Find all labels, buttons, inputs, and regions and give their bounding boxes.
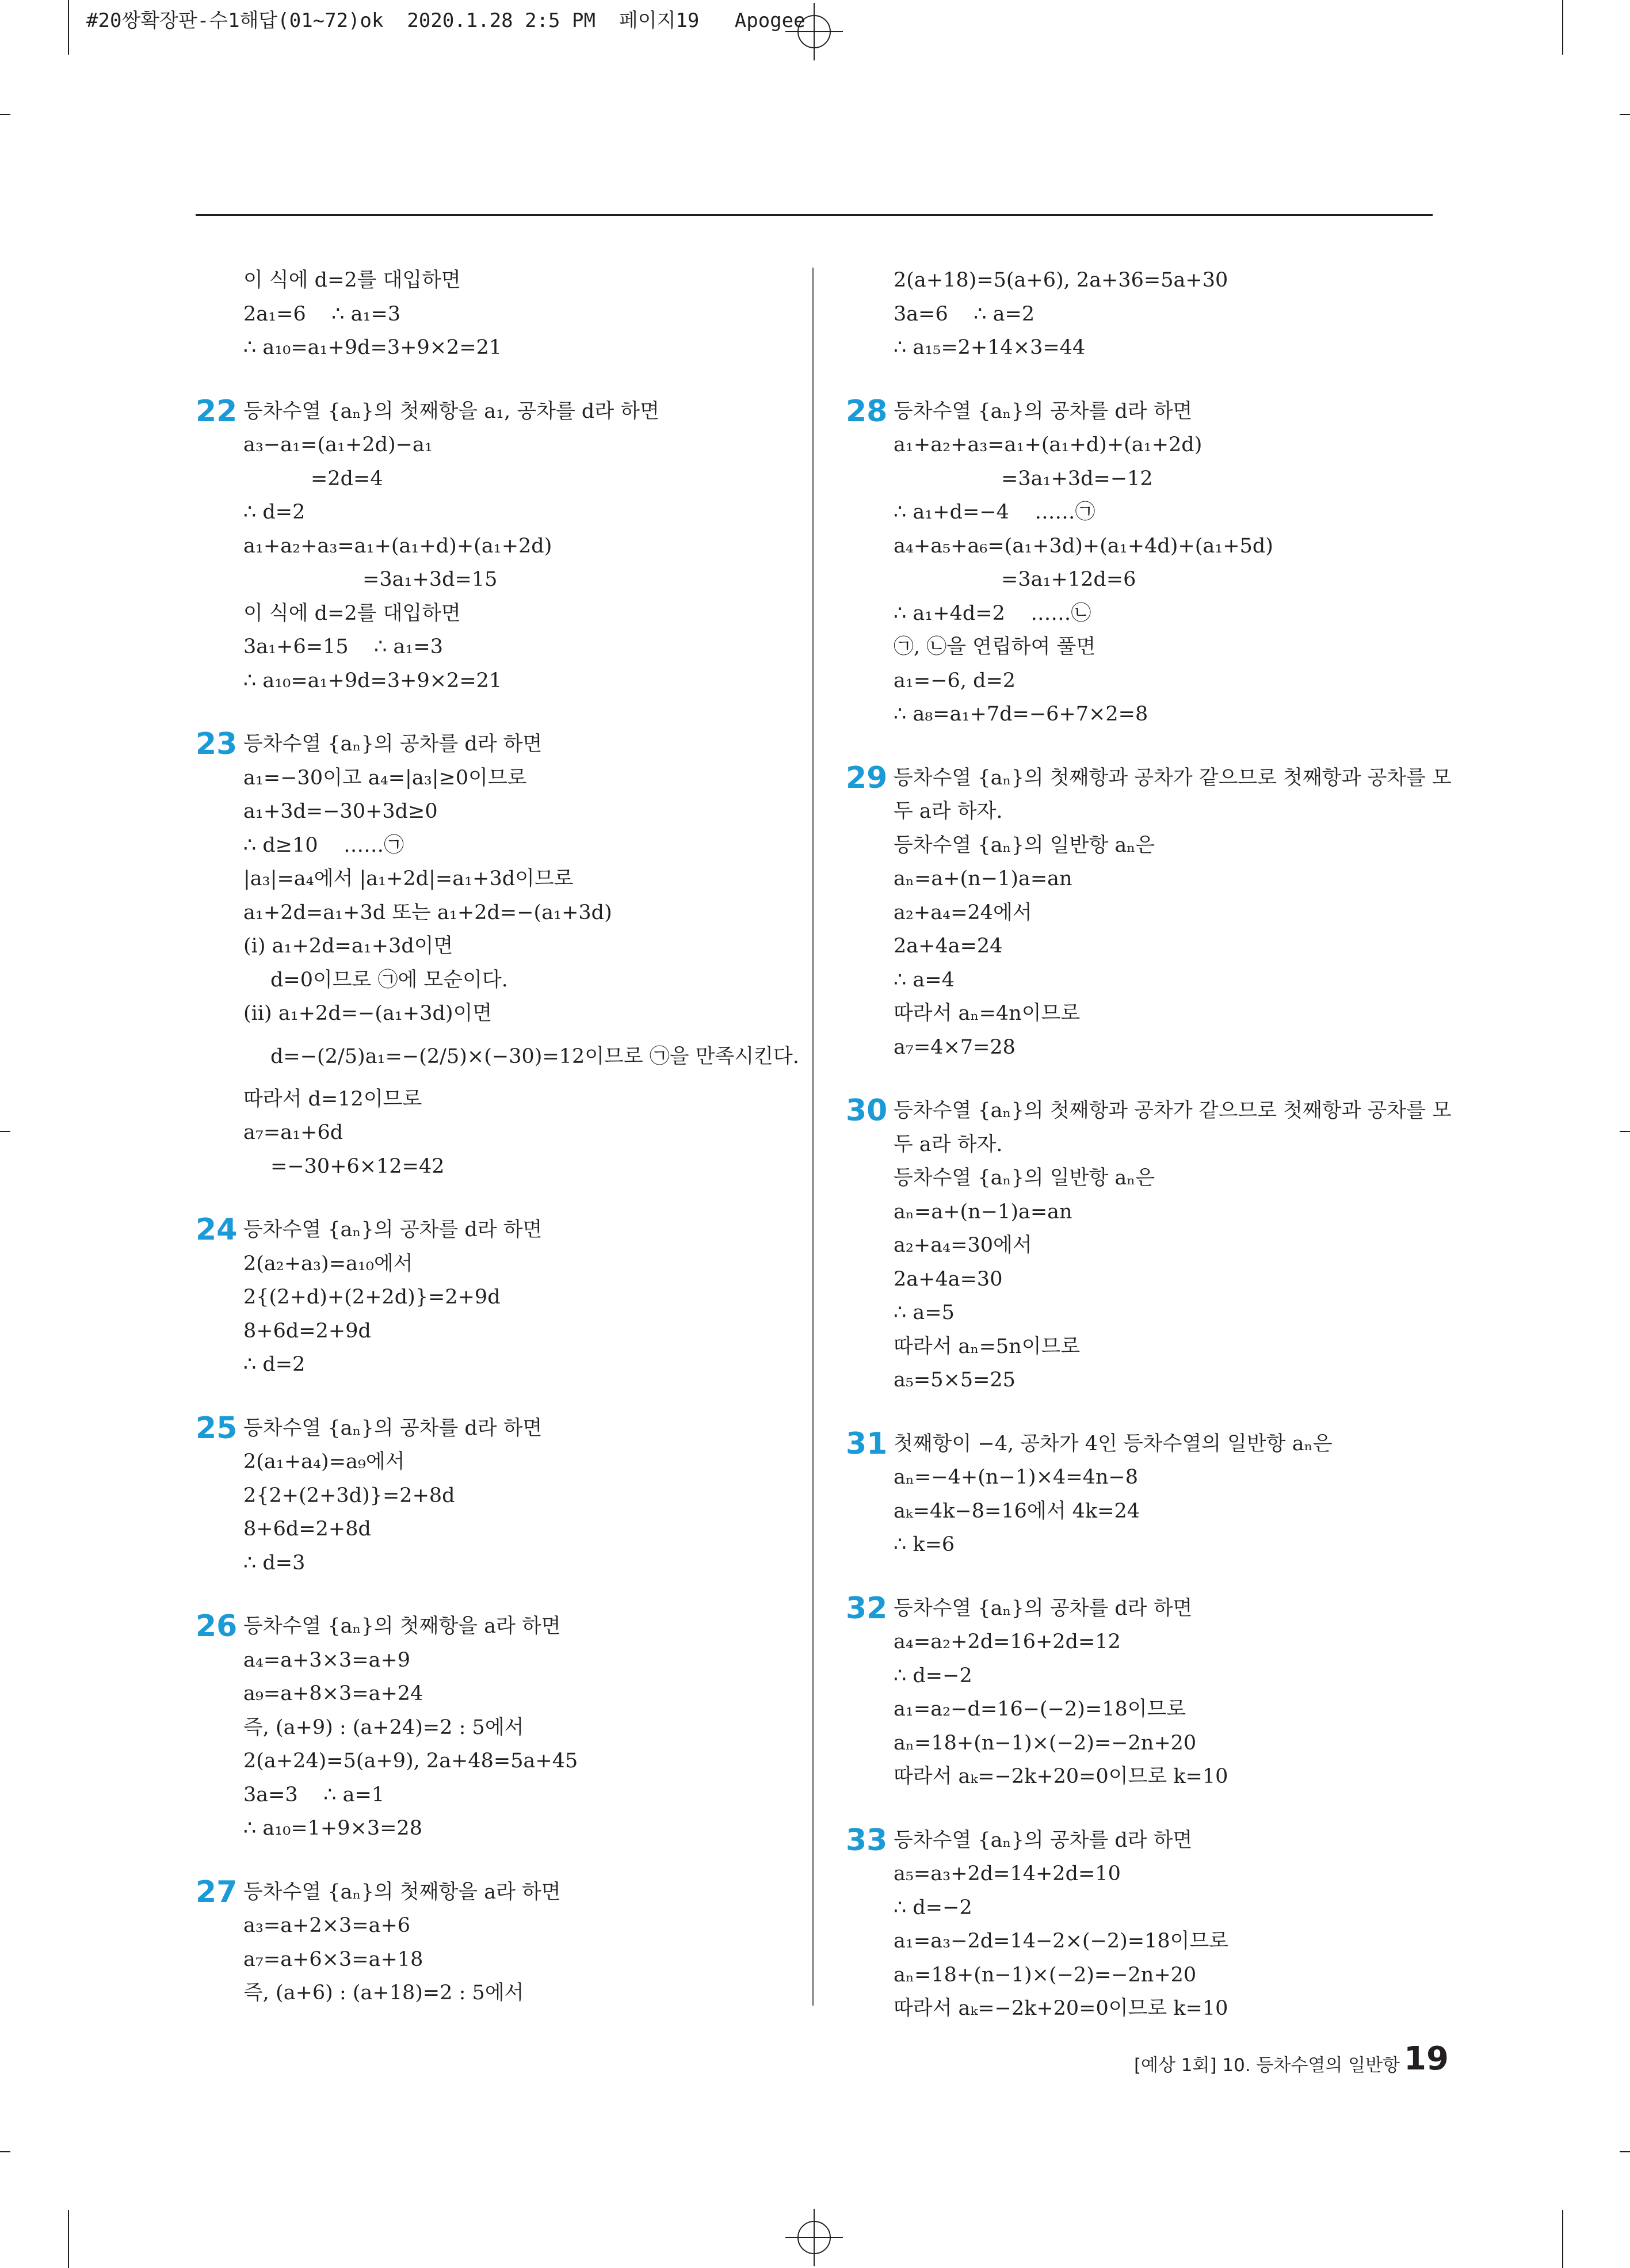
solution-line: 2(a₂+a₃)=a₁₀에서 bbox=[243, 1252, 413, 1275]
solution-line: 등차수열 {aₙ}의 첫째항과 공차가 같으므로 첫째항과 공차를 모 bbox=[894, 1099, 1452, 1122]
solution-line: =3a₁+3d=15 bbox=[362, 568, 498, 591]
crop-mark bbox=[0, 1131, 10, 1132]
crop-mark bbox=[1562, 2210, 1563, 2268]
solution-line: 3a=6 ∴ a=2 bbox=[894, 302, 1035, 326]
solution-line: aₙ=a+(n−1)a=an bbox=[894, 1200, 1072, 1223]
problem-number: 32 bbox=[846, 1591, 888, 1626]
solution-line: 즉, (a+9) : (a+24)=2 : 5에서 bbox=[243, 1716, 524, 1739]
problem-30 bbox=[846, 1094, 1467, 1397]
problem-31 bbox=[846, 1427, 1467, 1562]
solution-line: aₙ=18+(n−1)×(−2)=−2n+20 bbox=[894, 1731, 1197, 1755]
solution-line: 8+6d=2+9d bbox=[243, 1319, 371, 1343]
solution-line: ㉠, ㉡을 연립하여 풀면 bbox=[894, 635, 1096, 658]
solution-line: 따라서 d=12이므로 bbox=[243, 1087, 422, 1111]
solution-line: ∴ a₁₀=a₁+9d=3+9×2=21 bbox=[243, 669, 502, 692]
solution-line: =3a₁+12d=6 bbox=[1001, 568, 1136, 591]
solution-line: 이 식에 d=2를 대입하면 bbox=[243, 269, 461, 292]
solution-line: a₁+3d=−30+3d≥0 bbox=[243, 800, 438, 823]
solution-line: a₁+a₂+a₃=a₁+(a₁+d)+(a₁+2d) bbox=[243, 534, 552, 558]
problem-27 bbox=[196, 1876, 817, 2010]
solution-line: (ⅰ) a₁+2d=a₁+3d이면 bbox=[243, 935, 453, 958]
solution-line: a₂+a₄=30에서 bbox=[894, 1234, 1032, 1257]
crop-mark bbox=[1620, 114, 1630, 115]
solution-line: 등차수열 {aₙ}의 일반항 aₙ은 bbox=[894, 833, 1155, 857]
crop-mark bbox=[1620, 1131, 1630, 1132]
header-rule bbox=[196, 214, 1433, 216]
solution-line: ∴ d=2 bbox=[243, 501, 306, 524]
solution-line: 등차수열 {aₙ}의 공차를 d라 하면 bbox=[243, 1416, 543, 1440]
solution-line: a₄+a₅+a₆=(a₁+3d)+(a₁+4d)+(a₁+5d) bbox=[894, 534, 1273, 558]
registration-mark-icon bbox=[785, 2209, 843, 2266]
solution-line: 등차수열 {aₙ}의 공차를 d라 하면 bbox=[894, 399, 1193, 423]
crop-mark bbox=[0, 114, 10, 115]
solution-line: 8+6d=2+8d bbox=[243, 1518, 371, 1541]
solution-line: 등차수열 {aₙ}의 첫째항을 a라 하면 bbox=[243, 1615, 561, 1638]
problem-number: 29 bbox=[846, 760, 888, 795]
solution-line: 따라서 aₙ=5n이므로 bbox=[894, 1335, 1081, 1358]
solution-line: 등차수열 {aₙ}의 일반항 aₙ은 bbox=[894, 1167, 1155, 1190]
solution-line: 등차수열 {aₙ}의 첫째항을 a라 하면 bbox=[243, 1880, 561, 1904]
solution-line: aₙ=18+(n−1)×(−2)=−2n+20 bbox=[894, 1963, 1197, 1987]
problem-number: 28 bbox=[846, 394, 888, 429]
solution-line: a₄=a₂+2d=16+2d=12 bbox=[894, 1630, 1121, 1653]
solution-line: 즉, (a+6) : (a+18)=2 : 5에서 bbox=[243, 1981, 524, 2004]
solution-line: 2a+4a=30 bbox=[894, 1267, 1003, 1291]
solution-line: 등차수열 {aₙ}의 첫째항과 공차가 같으므로 첫째항과 공차를 모 bbox=[894, 766, 1452, 790]
solution-line: a₄=a+3×3=a+9 bbox=[243, 1648, 411, 1672]
solution-line: d=0이므로 ㉠에 모순이다. bbox=[270, 968, 508, 992]
solution-line: 3a₁+6=15 ∴ a₁=3 bbox=[243, 635, 444, 658]
solution-line: 따라서 aₖ=−2k+20=0이므로 k=10 bbox=[894, 1765, 1228, 1788]
page-number: 19 bbox=[1404, 2040, 1449, 2078]
solution-line: d=−(2/5)a₁=−(2/5)×(−30)=12이므로 ㉠을 만족시킨다. bbox=[270, 1045, 799, 1068]
solution-line: a₁=a₃−2d=14−2×(−2)=18이므로 bbox=[894, 1930, 1229, 1953]
problem-22 bbox=[196, 395, 817, 698]
solution-line: a₁=−6, d=2 bbox=[894, 669, 1016, 692]
solution-line: ∴ a=4 bbox=[894, 968, 955, 992]
problem-33 bbox=[846, 1824, 1467, 2026]
solution-line: a₃=a+2×3=a+6 bbox=[243, 1914, 411, 1937]
solution-line: a₁+a₂+a₃=a₁+(a₁+d)+(a₁+2d) bbox=[894, 433, 1203, 456]
registration-mark-icon bbox=[785, 3, 843, 60]
solution-line: =−30+6×12=42 bbox=[270, 1154, 445, 1178]
solution-line: 등차수열 {aₙ}의 공차를 d라 하면 bbox=[894, 1828, 1193, 1852]
solution-line: aₙ=−4+(n−1)×4=4n−8 bbox=[894, 1466, 1139, 1489]
solution-line: 첫째항이 −4, 공차가 4인 등차수열의 일반항 aₙ은 bbox=[894, 1432, 1333, 1455]
solution-line: 2{(2+d)+(2+2d)}=2+9d bbox=[243, 1286, 501, 1309]
solution-line: 2(a+24)=5(a+9), 2a+48=5a+45 bbox=[243, 1749, 578, 1773]
solution-line: a₉=a+8×3=a+24 bbox=[243, 1682, 423, 1705]
solution-line: a₁+2d=a₁+3d 또는 a₁+2d=−(a₁+3d) bbox=[243, 901, 612, 924]
solution-line: ∴ k=6 bbox=[894, 1533, 955, 1556]
solution-line: 2(a+18)=5(a+6), 2a+36=5a+30 bbox=[894, 269, 1228, 292]
solution-line: ∴ a₁+d=−4 ……㉠ bbox=[894, 501, 1095, 524]
crop-mark bbox=[68, 2210, 69, 2268]
crop-mark bbox=[1620, 2151, 1630, 2152]
problem-26 bbox=[196, 1610, 817, 1846]
solution-line: 등차수열 {aₙ}의 첫째항을 a₁, 공차를 d라 하면 bbox=[243, 399, 659, 423]
solution-line: a₇=4×7=28 bbox=[894, 1035, 1016, 1059]
solution-line: ∴ a=5 bbox=[894, 1301, 955, 1324]
solution-line: =3a₁+3d=−12 bbox=[1001, 467, 1153, 490]
solution-line: 등차수열 {aₙ}의 공차를 d라 하면 bbox=[243, 733, 543, 756]
solution-line: a₇=a₁+6d bbox=[243, 1121, 343, 1144]
solution-line: a₇=a+6×3=a+18 bbox=[243, 1947, 423, 1971]
solution-line: ∴ d≥10 ……㉠ bbox=[243, 833, 404, 857]
problem-number: 26 bbox=[196, 1609, 238, 1644]
solution-line: 등차수열 {aₙ}의 공차를 d라 하면 bbox=[894, 1596, 1193, 1620]
solution-line: 3a=3 ∴ a=1 bbox=[243, 1783, 385, 1806]
problem-32 bbox=[846, 1592, 1467, 1794]
solution-line: a₂+a₄=24에서 bbox=[894, 901, 1032, 924]
problem-number: 27 bbox=[196, 1874, 238, 1909]
solution-line: a₅=5×5=25 bbox=[894, 1369, 1016, 1392]
solution-line: ∴ d=−2 bbox=[894, 1896, 972, 1919]
solution-line: a₃−a₁=(a₁+2d)−a₁ bbox=[243, 433, 433, 456]
solution-line: ∴ a₁₀=a₁+9d=3+9×2=21 bbox=[243, 336, 502, 359]
right-column bbox=[846, 264, 1467, 2026]
solution-line: ∴ d=−2 bbox=[894, 1664, 972, 1687]
problem-25 bbox=[196, 1412, 817, 1580]
problem-number: 25 bbox=[196, 1411, 238, 1446]
solution-line: 등차수열 {aₙ}의 공차를 d라 하면 bbox=[243, 1218, 543, 1241]
problem-29 bbox=[846, 761, 1467, 1065]
problem-number: 31 bbox=[846, 1426, 888, 1461]
solution-line: 두 a라 하자. bbox=[894, 800, 1003, 823]
solution-line: =2d=4 bbox=[311, 467, 383, 490]
solution-line: 두 a라 하자. bbox=[894, 1133, 1003, 1156]
solution-line: ∴ a₁₀=1+9×3=28 bbox=[243, 1817, 422, 1840]
solution-line: a₁=a₂−d=16−(−2)=18이므로 bbox=[894, 1698, 1186, 1721]
left-column bbox=[196, 264, 817, 2010]
solution-line: 2a+4a=24 bbox=[894, 935, 1003, 958]
solution-line: aₖ=4k−8=16에서 4k=24 bbox=[894, 1499, 1140, 1523]
solution-line: 이 식에 d=2를 대입하면 bbox=[243, 601, 461, 625]
solution-line: a₅=a₃+2d=14+2d=10 bbox=[894, 1862, 1121, 1885]
solution-line: a₁=−30이고 a₄=|a₃|≥0이므로 bbox=[243, 766, 527, 790]
solution-line: ∴ d=3 bbox=[243, 1551, 306, 1575]
problem-24 bbox=[196, 1213, 817, 1382]
solution-line: 2{2+(2+3d)}=2+8d bbox=[243, 1484, 455, 1507]
crop-mark bbox=[68, 0, 69, 55]
solution-line: 따라서 aₙ=4n이므로 bbox=[894, 1002, 1081, 1025]
printer-slug: #20쌍확장판-수1해답(01~72)ok 2020.1.28 2:5 PM 페이지19 Apogee bbox=[86, 9, 806, 32]
problem-number: 30 bbox=[846, 1093, 888, 1128]
solution-line: 따라서 aₖ=−2k+20=0이므로 k=10 bbox=[894, 1997, 1228, 2020]
crop-mark bbox=[0, 2151, 10, 2152]
crop-mark bbox=[1562, 0, 1563, 55]
footer-section-title: [예상 1회] 10. 등차수열의 일반항 bbox=[1133, 2055, 1400, 2076]
solution-line: ∴ a₈=a₁+7d=−6+7×2=8 bbox=[894, 703, 1148, 726]
left-intro bbox=[196, 264, 817, 365]
problem-number: 22 bbox=[196, 394, 238, 429]
solution-line: |a₃|=a₄에서 |a₁+2d|=a₁+3d이므로 bbox=[243, 867, 574, 890]
solution-line: ∴ d=2 bbox=[243, 1353, 306, 1376]
right-intro bbox=[846, 264, 1467, 365]
solution-line: 2(a₁+a₄)=a₉에서 bbox=[243, 1450, 405, 1473]
right-problems bbox=[846, 365, 1467, 2026]
solution-line: ∴ a₁+4d=2 ……㉡ bbox=[894, 601, 1091, 625]
solution-line: aₙ=a+(n−1)a=an bbox=[894, 867, 1072, 890]
problem-23 bbox=[196, 727, 817, 1183]
solution-line: (ⅱ) a₁+2d=−(a₁+3d)이면 bbox=[243, 1002, 493, 1025]
solution-line: ∴ a₁₅=2+14×3=44 bbox=[894, 336, 1086, 359]
problem-28 bbox=[846, 395, 1467, 731]
solution-line: 2a₁=6 ∴ a₁=3 bbox=[243, 302, 401, 326]
problem-number: 23 bbox=[196, 727, 238, 761]
problem-number: 24 bbox=[196, 1213, 238, 1247]
problem-number: 33 bbox=[846, 1823, 888, 1858]
left-problems bbox=[196, 365, 817, 2010]
